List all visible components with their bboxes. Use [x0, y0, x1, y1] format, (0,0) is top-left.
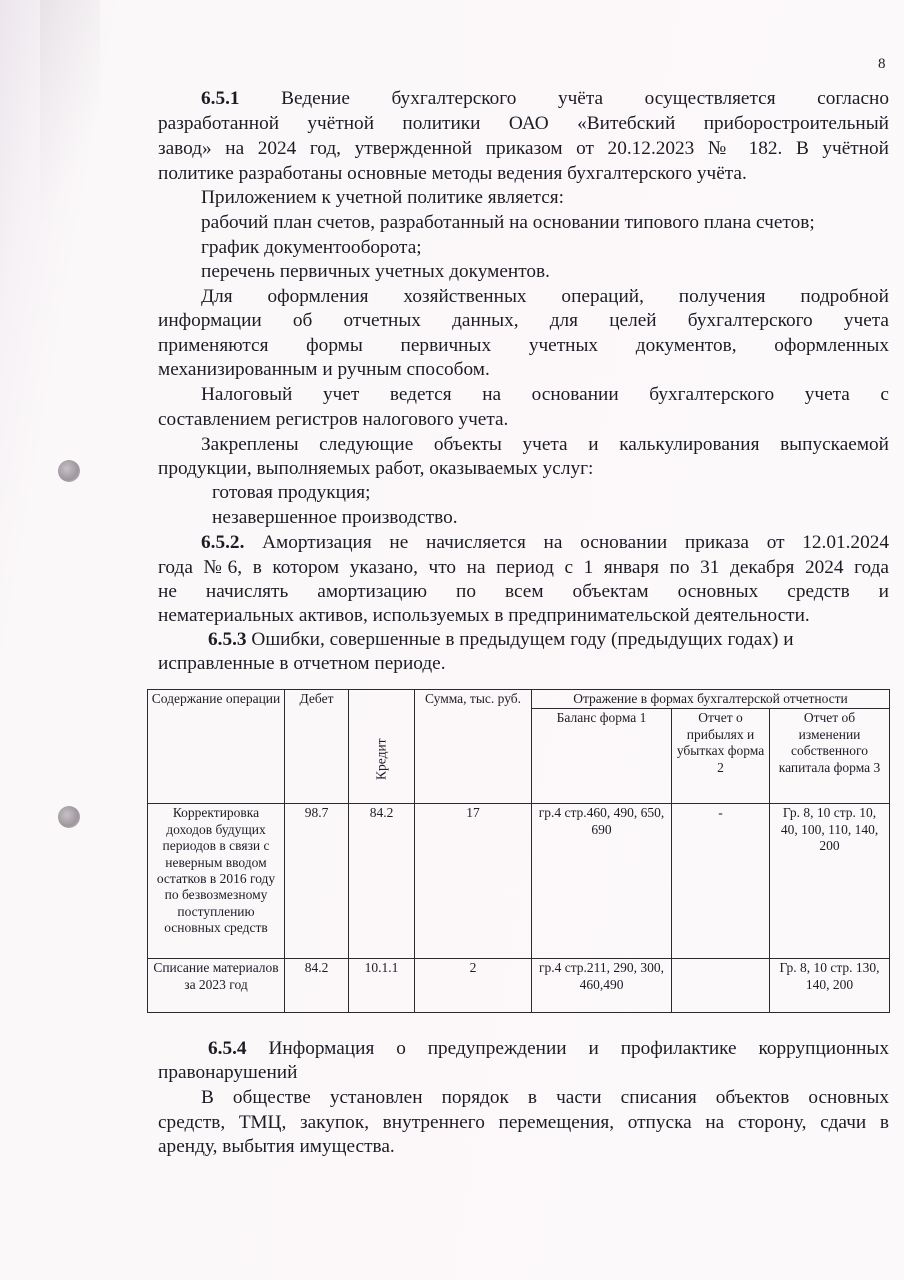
para-chart-of-accounts: рабочий план счетов, разработанный на основании типового плана счетов; [201, 212, 815, 233]
header-content: Содержание операции [148, 690, 285, 804]
header-profit: Отчет о прибылях и убытках форма 2 [672, 709, 770, 804]
para-procedure-line3: аренду, выбытия имущества. [158, 1136, 395, 1157]
cell-amount: 2 [415, 959, 532, 1013]
para-6-5-2-line2: года №6, в котором указано, что на период с 1 января по 31 декабря 2024 года [158, 557, 889, 578]
para-tax-line2: составлением регистров налогового учета. [158, 409, 509, 430]
para-wip: незавершенное производство. [212, 507, 458, 528]
para-6-5-1-line1: 6.5.1 Ведение бухгалтерского учёта осуществляется согласно [201, 88, 889, 109]
cell-content: Списание материалов за 2023 год [148, 959, 285, 1013]
section-number-6-5-2: 6.5.2. [201, 532, 245, 553]
para-6-5-1-line4: политике разработаны основные методы ведения бухгалтерского учёта. [158, 163, 747, 184]
page-number: 8 [878, 56, 886, 72]
cell-amount: 17 [415, 804, 532, 959]
cell-equity: Гр. 8, 10 стр. 130, 140, 200 [770, 959, 890, 1013]
para-procedure-line1: В обществе установлен порядок в части списания объектов основных [201, 1087, 889, 1108]
para-forms-line3: применяются формы первичных учетных документов, оформленных [158, 335, 889, 356]
para-appendix-intro: Приложением к учетной политике является: [201, 187, 564, 208]
cell-profit: - [672, 804, 770, 959]
para-forms-line2: информации об отчетных данных, для целей бухгалтерского учета [158, 310, 889, 331]
header-equity: Отчет об изменении собственного капитала форма 3 [770, 709, 890, 804]
para-6-5-2-line3: не начислять амортизацию по всем объектам основных средств и [158, 581, 889, 602]
para-6-5-1-line2: разработанной учётной политики ОАО «Витебский приборостроительный [158, 113, 889, 134]
corrections-table [147, 689, 890, 1013]
header-balance: Баланс форма 1 [532, 709, 672, 804]
para-primary-documents: перечень первичных учетных документов. [201, 261, 550, 282]
header-credit: Кредит [373, 738, 389, 780]
para-6-5-2-line4: нематериальных активов, используемых в предпринимательской деятельности. [158, 605, 810, 626]
para-6-5-4-line1: 6.5.4 Информация о предупреждении и профилактике коррупционных [208, 1038, 889, 1059]
header-amount: Сумма, тыс. руб. [415, 690, 532, 804]
page-fold-shadow [40, 0, 100, 220]
cell-debit: 98.7 [285, 804, 349, 959]
cell-profit [672, 959, 770, 1013]
para-6-5-4-line2: правонарушений [158, 1062, 298, 1083]
punch-hole-top [58, 460, 80, 482]
para-forms-line4: механизированным и ручным способом. [158, 359, 490, 380]
para-6-5-3-line2: исправленные в отчетном периоде. [158, 653, 446, 674]
cell-balance: гр.4 стр.460, 490, 650, 690 [532, 804, 672, 959]
cell-credit: 84.2 [349, 804, 415, 959]
para-finished-goods: готовая продукция; [212, 482, 371, 503]
table-row [148, 959, 890, 1013]
cell-content: Корректировка доходов будущих периодов в связи с неверным вводом остатков в 2016 году по безвозмезному поступлению основных средств [148, 804, 285, 959]
para-6-5-2-line1: 6.5.2. Амортизация не начисляется на основании приказа от 12.01.2024 [201, 532, 889, 553]
para-procedure-line2: средств, ТМЦ, закупок, внутреннего перемещения, отпуска на сторону, сдачи в [158, 1112, 889, 1133]
cell-balance: гр.4 стр.211, 290, 300, 460,490 [532, 959, 672, 1013]
para-tax-line1: Налоговый учет ведется на основании бухгалтерского учета с [201, 384, 889, 405]
section-number-6-5-4: 6.5.4 [208, 1038, 247, 1059]
para-objects-line2: продукции, выполняемых работ, оказываемых услуг: [158, 458, 594, 479]
section-number-6-5-1: 6.5.1 [201, 88, 240, 109]
header-reflection: Отражение в формах бухгалтерской отчетности [532, 690, 890, 709]
para-objects-line1: Закреплены следующие объекты учета и калькулирования выпускаемой [201, 434, 889, 455]
para-6-5-1-line3: завод» на 2024 год, утвержденной приказом от 20.12.2023 № 182. В учётной [158, 138, 889, 159]
table-row [148, 804, 890, 959]
para-forms-line1: Для оформления хозяйственных операций, получения подробной [201, 286, 889, 307]
header-credit-cell [349, 690, 415, 804]
cell-debit: 84.2 [285, 959, 349, 1013]
table-header-row-1 [148, 690, 890, 709]
punch-hole-bottom [58, 806, 80, 828]
cell-credit: 10.1.1 [349, 959, 415, 1013]
para-document-flow: график документооборота; [201, 237, 422, 258]
para-6-5-3-line1: 6.5.3 Ошибки, совершенные в предыдущем году (предыдущих годах) и [208, 629, 794, 650]
section-number-6-5-3: 6.5.3 [208, 629, 247, 650]
cell-equity: Гр. 8, 10 стр. 10, 40, 100, 110, 140, 200 [770, 804, 890, 959]
header-debit: Дебет [285, 690, 349, 804]
